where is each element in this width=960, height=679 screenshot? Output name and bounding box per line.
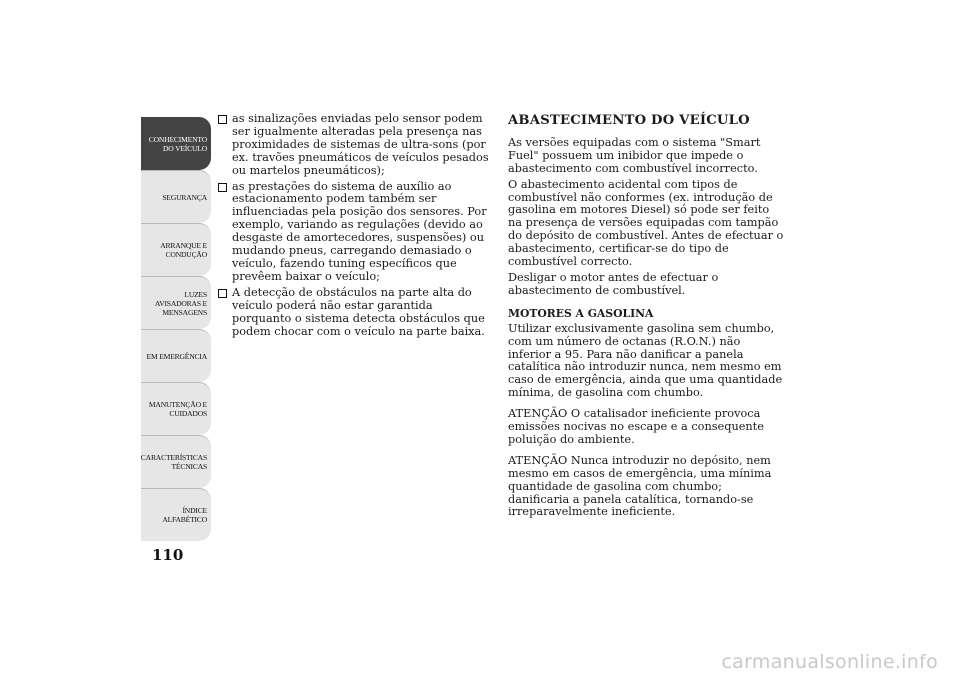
watermark: carmanualsonline.info [721,651,938,673]
tab-label: CONHECIMENTO DO VEÍCULO [148,134,207,153]
checkbox-bullet-icon [218,115,227,124]
tab-label: ÍNDICE ALFABÉTICO [162,506,207,524]
section-title: ABASTECIMENTO DO VEÍCULO [508,113,750,128]
bullet-text: as prestações do sistema de auxílio ao estacionamento podem também ser influenciadas pela posição dos sensores. Por exemplo, variando as regulações (devido ao desgaste de amortecedores, suspensões) ou mudando pneus, carregando demasiado o veículo, fazendo tuning específicos que prevêem baixar o veículo; [232,179,487,283]
page-number: 110 [152,546,184,564]
tab-em-emergencia[interactable] [141,329,211,382]
left-column [218,113,490,341]
tab-arranque-e-conducao[interactable] [141,223,211,276]
right-column [508,113,786,522]
bullet-text: as sinalizações enviadas pelo sensor podem ser igualmente alteradas pela presença nas proximidades de sistemas de ultra-sons (por ex. travões pneumáticos de veículos pesados ou martelos pneumáticos); [232,112,489,177]
subsection-title: MOTORES A GASOLINA [508,306,654,320]
paragraph-unleaded: Utilizar exclusivamente gasolina sem chumbo, com um número de octanas (R.O.N.) não inferior a 95. Para não danificar a panela catalítica não introduzir nunca, nem mesmo em caso de emergência, ainda que uma quantidade mínima, de gasolina com chumbo. [508,321,783,400]
paragraph-accidental-fuel: O abastecimento acidental com tipos de combustível não conformes (ex. introdução de gasolina em motores Diesel) só pode ser feito na presença de versões equipadas com tampão do depósito de combustível. Antes de efectuar o abastecimento, certificar-se do tipo de combustível correcto. [508,177,784,269]
chapter-sidebar [141,117,211,541]
tab-label: EM EMERGÊNCIA [146,351,207,361]
tab-indice-alfabetico[interactable] [141,488,211,541]
tab-conhecimento-do-veiculo[interactable] [141,117,211,170]
tab-caracteristicas-tecnicas[interactable] [141,435,211,488]
list-item [218,113,490,178]
paragraph-engine-off: Desligar o motor antes de efectuar o abastecimento de combustível. [508,270,719,297]
paragraph-intro: As versões equipadas com o sistema "Smart Fuel" possuem um inibidor que impede o abastecimento com combustível incorrecto. [508,135,761,175]
tab-luzes-avisadoras[interactable] [141,276,211,329]
warning-catalyst: ATENÇÃO O catalisador ineficiente provoca emissões nocivas no escape e a consequente poluição do ambiente. [508,407,764,446]
checkbox-bullet-icon [218,183,227,192]
list-item [218,181,490,284]
tab-label: CARACTERÍSTICAS TÉCNICAS [140,453,207,471]
tab-seguranca[interactable] [141,170,211,223]
warning-leaded-fuel: ATENÇÃO Nunca introduzir no depósito, nem mesmo em casos de emergência, uma mínima quantidade de gasolina com chumbo; danificaria a panela catalítica, tornando-se irreparavelmente ineficiente. [508,453,772,519]
checkbox-bullet-icon [218,289,227,298]
tab-label: LUZES AVISADORAS E MENSAGENS [154,289,207,317]
bullet-text: A detecção de obstáculos na parte alta do veículo poderá não estar garantida porquanto o sistema detecta obstáculos que podem chocar com o veículo na parte baixa. [232,285,485,338]
list-item [218,287,490,339]
tab-label: ARRANQUE E CONDUÇÃO [160,241,207,259]
tab-manutencao-e-cuidados[interactable] [141,382,211,435]
tab-label: SEGURANÇA [162,192,207,202]
tab-label: MANUTENÇÃO E CUIDADOS [148,400,207,418]
